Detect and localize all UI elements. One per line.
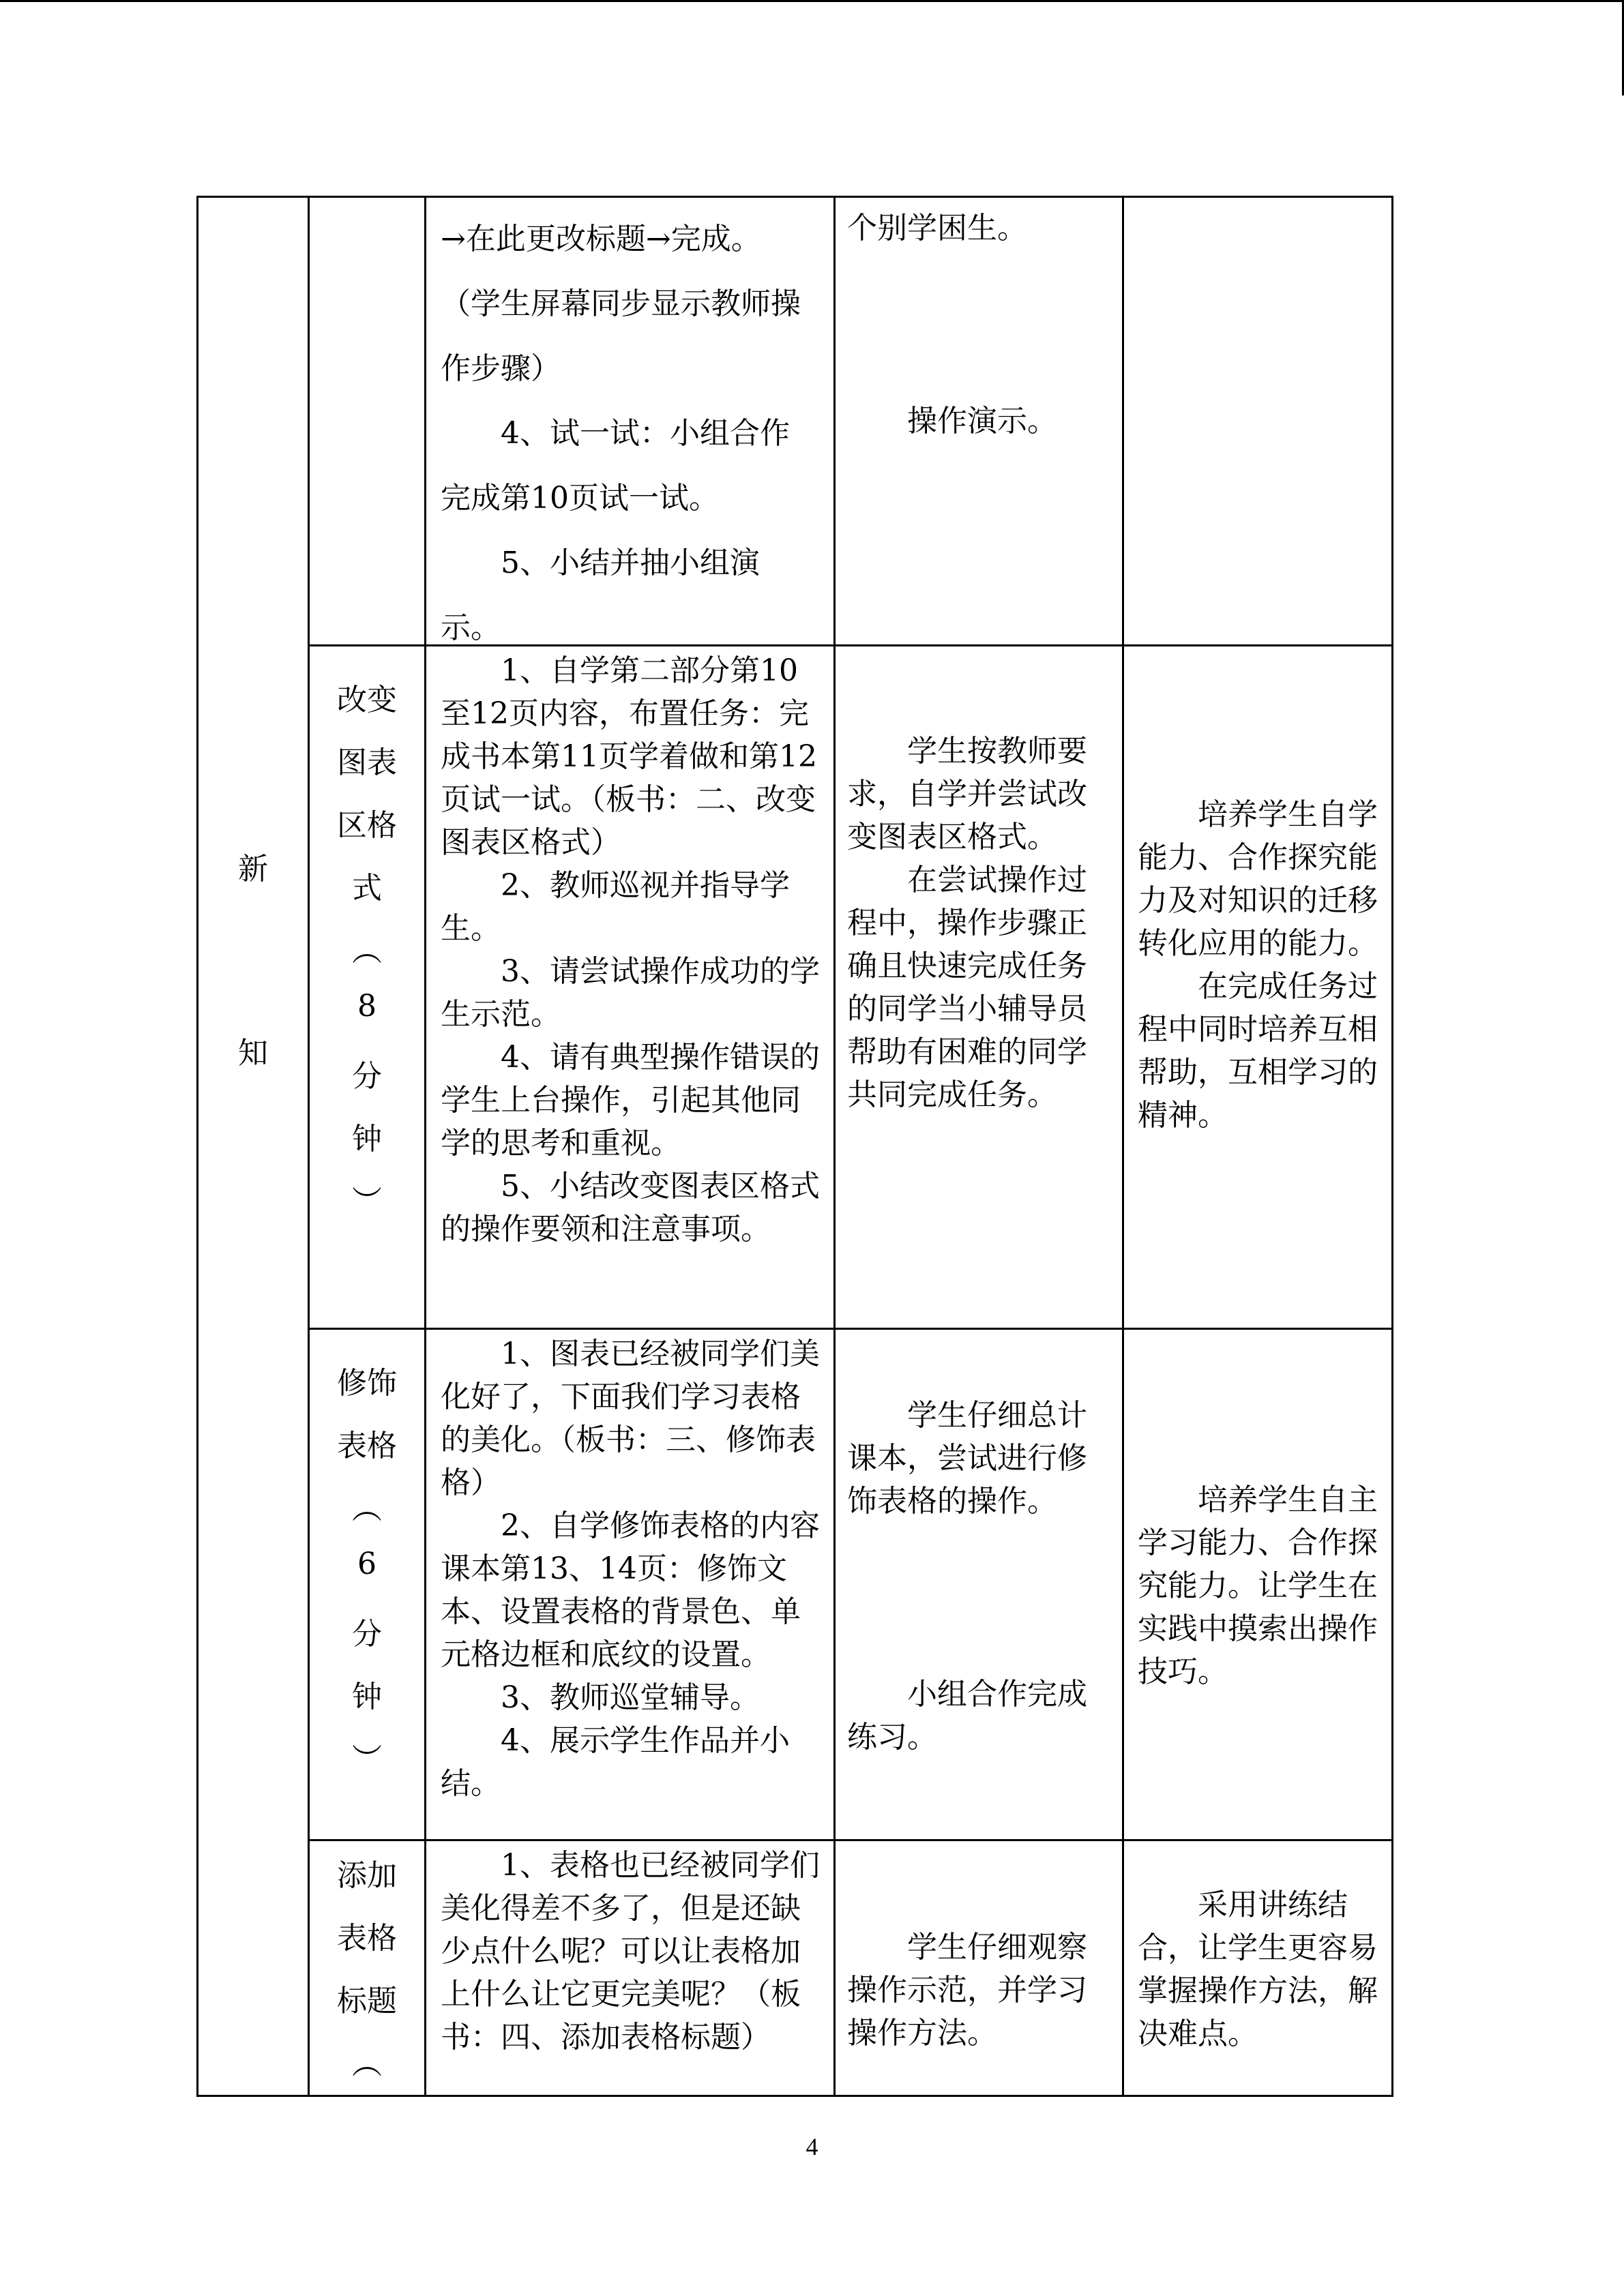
purpose-text: 培养学生自主学习能力、合作探究能力。让学生在实践中摸索出操作技巧。 — [1138, 1482, 1378, 1689]
teacher-step: 5、小结并抽小组演示。 — [441, 546, 760, 645]
teacher-step: 1、图表已经被同学们美化好了，下面我们学习表格的美化。（板书：三、修饰表格） — [441, 1337, 820, 1500]
table-line — [308, 1839, 1393, 1841]
teacher-step: 2、教师巡视并指导学生。 — [441, 868, 790, 946]
student-activity: 操作演示。 — [907, 404, 1057, 438]
table-line — [196, 196, 1393, 198]
teacher-step: 3、教师巡堂辅导。 — [501, 1680, 760, 1715]
teacher-step: →在此更改标题→完成。 — [441, 222, 761, 256]
purpose-cell — [1138, 1478, 1380, 1693]
teacher-step: 5、小结改变图表区格式的操作要领和注意事项。 — [441, 1169, 820, 1247]
student-activity: 小组合作完成练习。 — [847, 1677, 1087, 1755]
student-activity: 学生按教师要求，自学并尝试改变图表区格式。 — [847, 734, 1087, 854]
teacher-step: 1、自学第二部分第10至12页内容，布置任务：完成书本第11页学着做和第12页试一试。（板书：二、改变图表区格式） — [441, 653, 817, 860]
teacher-step: 1、表格也已经被同学们美化得差不多了，但是还缺少点什么呢？可以让表格加上什么让它更完美呢？（板书：四、添加表格标题） — [441, 1848, 820, 2055]
student-activity: 在尝试操作过程中，操作步骤正确且快速完成任务的同学当小辅导员帮助有困难的同学共同完成任务。 — [847, 863, 1087, 1112]
teacher-step: 4、试一试：小组合作完成第10页试一试。 — [441, 416, 790, 516]
table-line — [424, 196, 426, 2097]
purpose-cell — [1138, 1883, 1380, 2055]
topic-label: 改变 图表 区格 式 ︵ 8 分 钟 ︶ — [337, 683, 397, 1219]
teacher-step: （学生屏幕同步显示教师操作步骤） — [441, 286, 801, 386]
purpose-text: 在完成任务过程中同时培养互相帮助，互相学习的精神。 — [1138, 969, 1378, 1133]
teacher-activity-cell — [441, 207, 814, 660]
purpose-text: 培养学生自学能力、合作探究能力及对知识的迁移转化应用的能力。 — [1138, 797, 1378, 961]
page-number: 4 — [806, 2133, 818, 2160]
section-label: 新知 — [238, 852, 268, 1071]
student-activity-cell — [847, 207, 1106, 443]
purpose-cell — [1138, 793, 1380, 1137]
top-border-line — [0, 0, 1624, 2]
table-line — [196, 196, 198, 2097]
table-line — [308, 1328, 1393, 1330]
topic-label: 添加 表格 标题 ︵ — [337, 1858, 397, 2081]
teacher-activity-cell — [441, 1332, 823, 1805]
table-line — [1122, 196, 1124, 2097]
teacher-activity-cell — [441, 649, 823, 1251]
student-activity: 个别学困生。 — [847, 211, 1027, 245]
student-activity-cell — [847, 730, 1110, 1116]
student-activity: 学生仔细观察操作示范，并学习操作方法。 — [847, 1930, 1087, 2051]
topic-label: 修饰 表格 ︵ 6 分 钟 ︶ — [337, 1366, 397, 1777]
student-activity: 学生仔细总计课本，尝试进行修饰表格的操作。 — [847, 1398, 1087, 1519]
table-line — [833, 196, 836, 2097]
teacher-activity-cell — [441, 1844, 823, 2059]
teacher-step: 4、请有典型操作错误的学生上台操作，引起其他同学的思考和重视。 — [441, 1040, 820, 1161]
student-activity-cell — [847, 1394, 1103, 1759]
teacher-step: 3、请尝试操作成功的学生示范。 — [441, 954, 820, 1032]
purpose-text: 采用讲练结合，让学生更容易掌握操作方法，解决难点。 — [1138, 1888, 1378, 2051]
teacher-step: 4、展示学生作品并小结。 — [441, 1723, 790, 1801]
student-activity-cell — [847, 1926, 1103, 2055]
table-line — [1391, 196, 1393, 2097]
teacher-step: 2、自学修饰表格的内容课本第13、14页：修饰文本、设置表格的背景色、单元格边框和底纹的设置。 — [441, 1508, 820, 1672]
